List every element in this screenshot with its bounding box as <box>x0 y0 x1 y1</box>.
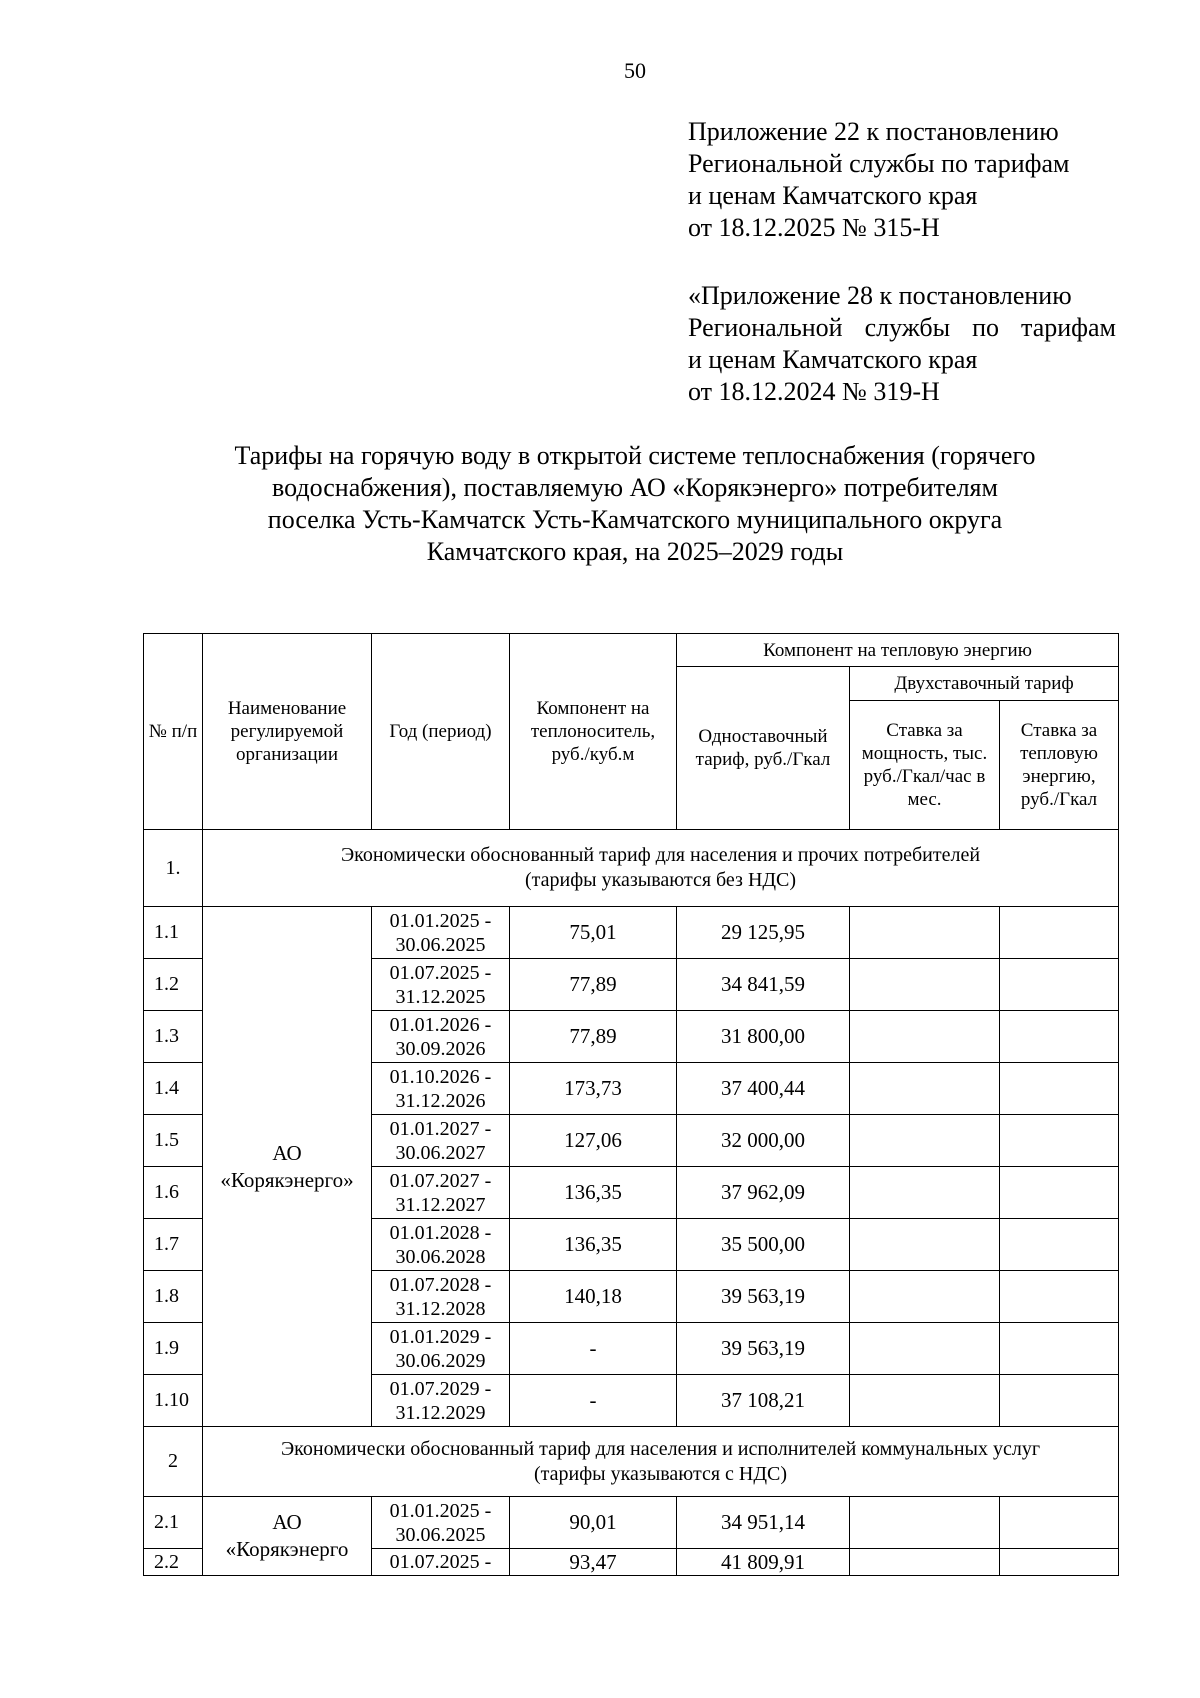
row-period <box>372 1375 510 1427</box>
appendix-current-line-3: и ценам Камчатского края <box>688 181 978 210</box>
period-start: 01.01.2026 - <box>389 1013 492 1036</box>
row-single-rate: 34 951,14 <box>677 1497 850 1549</box>
row-period <box>372 1167 510 1219</box>
period-start: 01.07.2025 - <box>389 961 492 984</box>
section-2-title-line-2: (тарифы указываются с НДС) <box>534 1462 788 1485</box>
row-period <box>372 1271 510 1323</box>
header-num: № п/п <box>144 634 203 830</box>
appendix-current <box>688 116 1118 244</box>
period-end: 31.12.2026 <box>395 1089 486 1112</box>
row-period <box>372 1011 510 1063</box>
appendix-previous-line-2: Региональной службы по тарифам <box>688 313 1116 342</box>
row-num: 1.9 <box>144 1323 203 1375</box>
title-line-3: поселка Усть-Камчатск Усть-Камчатского муниципального округа <box>267 505 1003 534</box>
period-end: 30.06.2025 <box>395 1523 486 1546</box>
row-energy-rate <box>1000 1271 1119 1323</box>
row-single-rate: 37 108,21 <box>677 1375 850 1427</box>
header-org: Наименование регулируемой организации <box>203 634 372 830</box>
org-name-line-1: АО <box>272 1510 302 1534</box>
row-coolant: 140,18 <box>510 1271 677 1323</box>
row-num: 1.2 <box>144 959 203 1011</box>
row-num: 1.7 <box>144 1219 203 1271</box>
period-start: 01.01.2025 - <box>389 909 492 932</box>
row-capacity-rate <box>850 1011 1000 1063</box>
section-2-title-line-1: Экономически обоснованный тариф для населения и исполнителей коммунальных услуг <box>280 1437 1041 1460</box>
period-end: 31.12.2028 <box>395 1297 486 1320</box>
row-num: 1.6 <box>144 1167 203 1219</box>
row-period <box>372 907 510 959</box>
document-title <box>150 440 1120 568</box>
row-energy-rate <box>1000 907 1119 959</box>
row-period <box>372 1219 510 1271</box>
row-single-rate: 37 400,44 <box>677 1063 850 1115</box>
row-single-rate: 37 962,09 <box>677 1167 850 1219</box>
row-coolant: - <box>510 1323 677 1375</box>
row-coolant: 136,35 <box>510 1167 677 1219</box>
section-1-title-line-2: (тарифы указываются без НДС) <box>524 869 797 891</box>
row-capacity-rate <box>850 1323 1000 1375</box>
row-num: 2.2 <box>144 1549 203 1576</box>
row-energy-rate <box>1000 1011 1119 1063</box>
org-name-line-1: АО <box>272 1140 302 1165</box>
row-capacity-rate <box>850 1063 1000 1115</box>
section-1-title <box>203 830 1119 907</box>
table-row <box>144 907 1119 959</box>
row-period: 01.07.2025 - <box>372 1549 510 1576</box>
row-energy-rate <box>1000 1167 1119 1219</box>
row-single-rate: 34 841,59 <box>677 959 850 1011</box>
header-capacity-rate: Ставка за мощность, тыс. руб./Гкал/час в мес. <box>850 701 1000 830</box>
period-end: 30.06.2029 <box>395 1349 486 1372</box>
period-end: 30.09.2026 <box>395 1037 486 1060</box>
row-capacity-rate <box>850 1497 1000 1549</box>
row-single-rate: 29 125,95 <box>677 907 850 959</box>
period-start: 01.10.2026 - <box>389 1065 492 1088</box>
org-name-line-2: «Корякэнерго» <box>220 1167 354 1192</box>
header-energy-rate: Ставка за тепловую энергию, руб./Гкал <box>1000 701 1119 830</box>
row-capacity-rate <box>850 1115 1000 1167</box>
appendix-previous-line-1: «Приложение 28 к постановлению <box>688 281 1072 310</box>
section-1-title-line-1: Экономически обоснованный тариф для населения и прочих потребителей <box>340 844 981 866</box>
header-single-rate: Одноставочный тариф, руб./Гкал <box>677 667 850 830</box>
period-start: 01.01.2029 - <box>389 1325 492 1348</box>
period-end: 30.06.2027 <box>395 1141 486 1164</box>
header-period: Год (период) <box>372 634 510 830</box>
title-line-1: Тарифы на горячую воду в открытой системе теплоснабжения (горячего <box>234 441 1036 470</box>
row-num: 1.3 <box>144 1011 203 1063</box>
row-energy-rate <box>1000 1497 1119 1549</box>
row-coolant: 93,47 <box>510 1549 677 1576</box>
period-start: 01.07.2027 - <box>389 1169 492 1192</box>
tariff-table <box>143 633 1119 1576</box>
period-start: 01.07.2029 - <box>389 1377 492 1400</box>
row-single-rate: 39 563,19 <box>677 1271 850 1323</box>
row-energy-rate <box>1000 1549 1119 1576</box>
org-name-section-1 <box>203 907 372 1427</box>
row-coolant: 173,73 <box>510 1063 677 1115</box>
period-start: 01.01.2025 - <box>389 1499 492 1522</box>
row-coolant: 77,89 <box>510 1011 677 1063</box>
row-num: 2.1 <box>144 1497 203 1549</box>
table-row <box>144 1497 1119 1549</box>
row-period <box>372 1115 510 1167</box>
row-num: 1.5 <box>144 1115 203 1167</box>
period-end: 31.12.2029 <box>395 1401 486 1424</box>
period-end: 31.12.2025 <box>395 985 486 1008</box>
row-capacity-rate <box>850 1549 1000 1576</box>
section-2-title <box>203 1427 1119 1497</box>
row-single-rate: 31 800,00 <box>677 1011 850 1063</box>
row-coolant: - <box>510 1375 677 1427</box>
row-coolant: 75,01 <box>510 907 677 959</box>
row-capacity-rate <box>850 1375 1000 1427</box>
row-energy-rate <box>1000 1323 1119 1375</box>
row-single-rate: 39 563,19 <box>677 1323 850 1375</box>
appendix-current-line-2: Региональной службы по тарифам <box>688 149 1070 178</box>
period-start: 01.01.2028 - <box>389 1221 492 1244</box>
page-number: 50 <box>624 58 646 83</box>
row-single-rate: 32 000,00 <box>677 1115 850 1167</box>
row-single-rate: 41 809,91 <box>677 1549 850 1576</box>
row-num: 1.10 <box>144 1375 203 1427</box>
row-num: 1.4 <box>144 1063 203 1115</box>
row-num: 1.8 <box>144 1271 203 1323</box>
appendix-previous-line-3: и ценам Камчатского края <box>688 345 978 374</box>
period-end: 30.06.2025 <box>395 933 486 956</box>
appendix-previous-line-4: от 18.12.2024 № 319-Н <box>688 377 940 406</box>
section-2-num: 2 <box>144 1427 203 1497</box>
row-single-rate: 35 500,00 <box>677 1219 850 1271</box>
row-energy-rate <box>1000 1115 1119 1167</box>
appendix-previous <box>688 280 1118 408</box>
row-num: 1.1 <box>144 907 203 959</box>
row-capacity-rate <box>850 1167 1000 1219</box>
header-coolant: Компонент на теплоноситель, руб./куб.м <box>510 634 677 830</box>
row-capacity-rate <box>850 907 1000 959</box>
row-capacity-rate <box>850 1219 1000 1271</box>
row-period <box>372 1323 510 1375</box>
row-capacity-rate <box>850 959 1000 1011</box>
period-start: 01.01.2027 - <box>389 1117 492 1140</box>
row-coolant: 77,89 <box>510 959 677 1011</box>
row-coolant: 127,06 <box>510 1115 677 1167</box>
header-heat-component: Компонент на тепловую энергию <box>677 634 1119 667</box>
row-period <box>372 1063 510 1115</box>
period-start: 01.07.2028 - <box>389 1273 492 1296</box>
row-energy-rate <box>1000 1063 1119 1115</box>
title-line-2: водоснабжения), поставляемую АО «Корякэнерго» потребителям <box>272 473 998 502</box>
row-energy-rate <box>1000 1375 1119 1427</box>
row-period <box>372 1497 510 1549</box>
row-coolant: 136,35 <box>510 1219 677 1271</box>
row-capacity-rate <box>850 1271 1000 1323</box>
title-line-4: Камчатского края, на 2025–2029 годы <box>426 537 844 566</box>
row-period <box>372 959 510 1011</box>
period-end: 30.06.2028 <box>395 1245 486 1268</box>
row-energy-rate <box>1000 959 1119 1011</box>
appendix-current-line-4: от 18.12.2025 № 315-Н <box>688 213 940 242</box>
org-name-section-2 <box>203 1497 372 1576</box>
period-end: 31.12.2027 <box>395 1193 486 1216</box>
row-coolant: 90,01 <box>510 1497 677 1549</box>
row-energy-rate <box>1000 1219 1119 1271</box>
header-two-rate: Двухставочный тариф <box>850 667 1119 701</box>
section-1-num: 1. <box>144 830 203 907</box>
org-name-line-2: «Корякэнерго <box>225 1537 349 1561</box>
appendix-current-line-1: Приложение 22 к постановлению <box>688 117 1059 146</box>
